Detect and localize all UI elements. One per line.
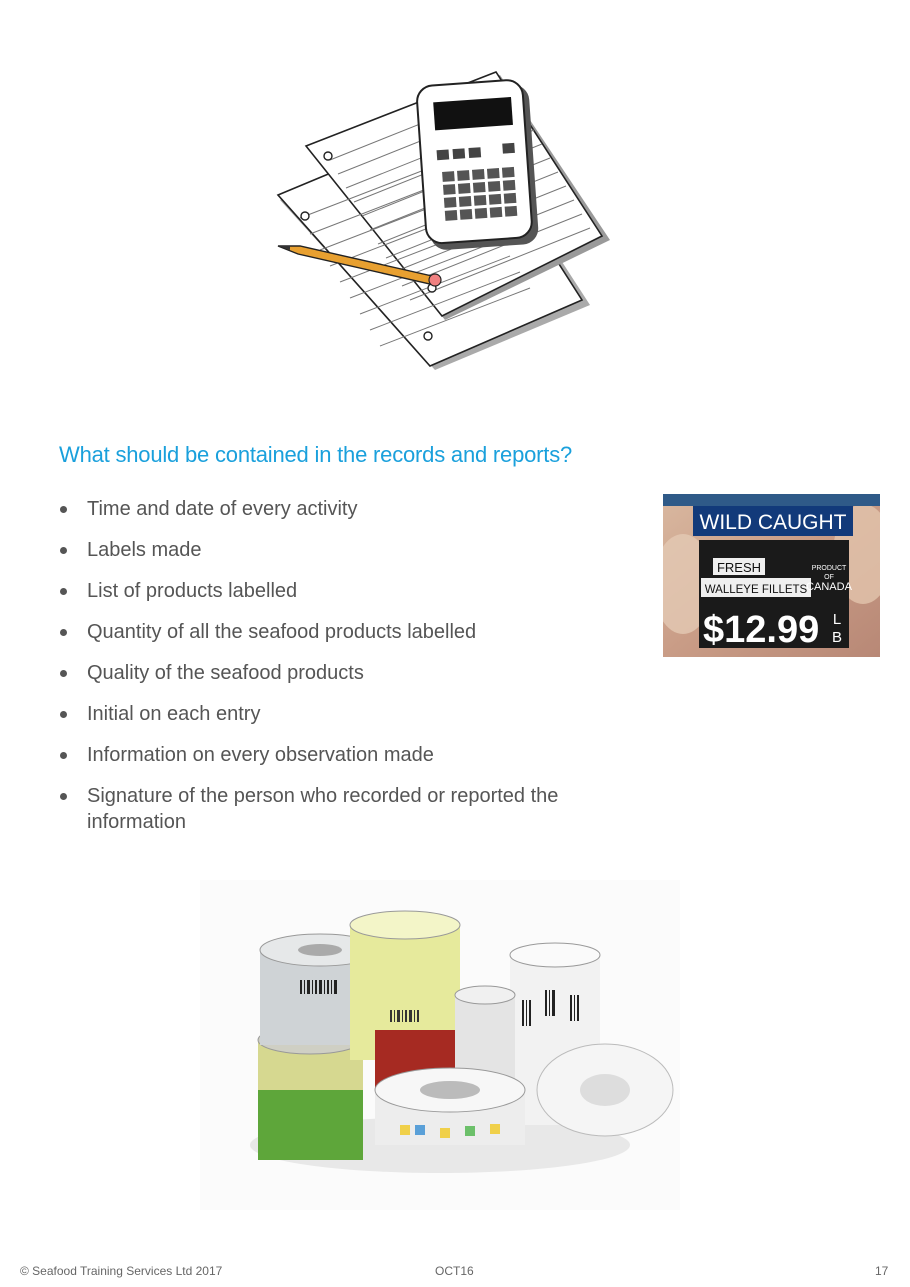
bullet-icon xyxy=(60,752,67,759)
list-item: Signature of the person who recorded or reported the information xyxy=(56,783,636,835)
list-item: Labels made xyxy=(56,537,636,563)
sign-origin-bottom: CANADA xyxy=(806,581,852,593)
list-item: Time and date of every activity xyxy=(56,496,636,522)
footer-copyright: © Seafood Training Services Ltd 2017 xyxy=(20,1264,223,1278)
sign-unit-top: L xyxy=(832,611,842,628)
sign-origin-mid: OF xyxy=(824,574,834,581)
page-number: 17 xyxy=(875,1264,889,1278)
list-item: Quality of the seafood products xyxy=(56,660,636,686)
sign-origin-top: PRODUCT xyxy=(811,565,847,572)
bullet-icon xyxy=(60,629,67,636)
sign-line3: WALLEYE FILLETS xyxy=(704,584,808,596)
sign-unit-bottom: B xyxy=(831,629,843,646)
list-item: Initial on each entry xyxy=(56,701,636,727)
bullet-icon xyxy=(60,711,67,718)
calculator-icon xyxy=(416,79,539,251)
list-item: List of products labelled xyxy=(56,578,636,604)
records-contents-list xyxy=(56,496,636,850)
bullet-icon xyxy=(60,547,67,554)
bullet-icon xyxy=(60,588,67,595)
bullet-icon xyxy=(60,506,67,513)
bullet-icon xyxy=(60,793,67,800)
sign-line2: FRESH xyxy=(716,560,762,575)
list-item: Information on every observation made xyxy=(56,742,636,768)
sign-price: $12.99 xyxy=(703,609,820,651)
footer-edition: OCT16 xyxy=(435,1264,474,1278)
records-clipart xyxy=(270,50,620,380)
list-item: Quantity of all the seafood products labelled xyxy=(56,619,636,645)
price-sign-photo xyxy=(663,494,880,657)
label-rolls-photo xyxy=(200,880,680,1210)
bullet-icon xyxy=(60,670,67,677)
sign-line1: WILD CAUGHT xyxy=(699,511,847,534)
section-heading: What should be contained in the records and reports? xyxy=(59,442,573,467)
